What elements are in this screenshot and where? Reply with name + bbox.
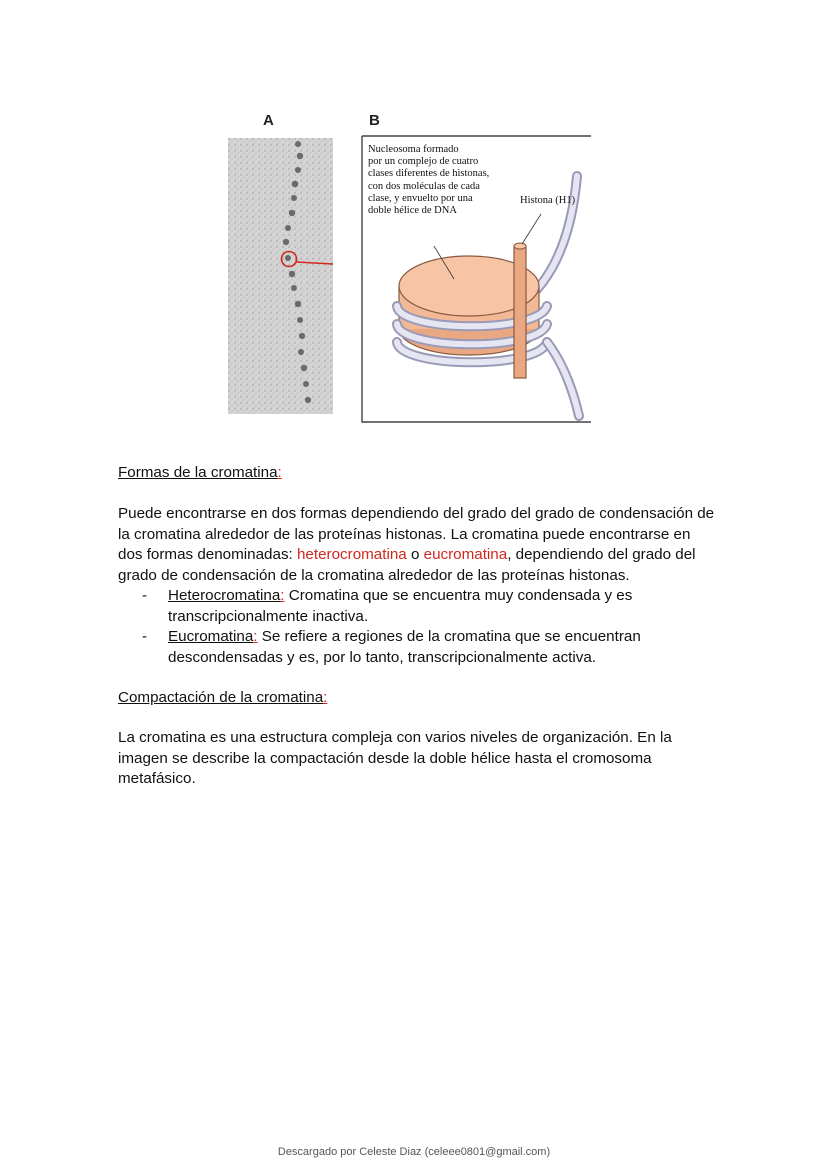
chromatin-forms-list	[118, 586, 718, 668]
list-term: Eucromatina	[168, 628, 254, 645]
list-text: Cromatina que se encuentra muy condensada y es transcripcionalmente inactiva.	[168, 587, 633, 625]
list-item	[118, 627, 718, 668]
panel-b-label: B	[369, 112, 380, 129]
compaction-heading-text: Compactación de la cromatina	[118, 689, 324, 706]
forms-heading-colon: :	[277, 464, 282, 481]
section-heading-compaction	[118, 688, 718, 709]
term-eucromatina: eucromatina	[423, 546, 508, 563]
list-term-colon: :	[280, 587, 285, 604]
histone-h1-label: Histona (H1)	[520, 195, 576, 206]
forms-paragraph-part2: , dependiendo del grado del grado de condensación de la cromatina alrededor de las proteínas histonas.	[118, 546, 696, 584]
forms-paragraph-part1: Puede encontrarse en dos formas dependiendo del grado del grado de condensación de la cromatina alrededor de las proteínas histonas. La cromatina puede encontrarse en dos formas denominadas:	[118, 505, 715, 563]
micrograph-image	[228, 138, 333, 414]
forms-paragraph	[118, 504, 718, 586]
list-item	[118, 586, 718, 627]
list-dash: -	[142, 587, 148, 604]
nucleosome-caption: Nucleosoma formado por un complejo de cuatro clases diferentes de histonas, con dos moléculas de cada clase, y envuelto por una doble hélice de DNA	[368, 144, 490, 217]
forms-heading-text: Formas de la cromatina	[118, 464, 278, 481]
chromatin-figure	[222, 108, 602, 426]
compaction-heading-colon: :	[323, 689, 328, 706]
compaction-paragraph: La cromatina es una estructura compleja con varios niveles de organización. En la imagen se describe la compactación desde la doble hélice hasta el cromosoma metafásico.	[118, 729, 672, 787]
forms-connector: o	[406, 546, 424, 563]
section-heading-forms	[118, 463, 718, 484]
list-dash: -	[142, 628, 148, 645]
list-term-colon: :	[253, 628, 258, 645]
list-text: Se refiere a regiones de la cromatina que se encuentran descondensadas y es, por lo tanto, transcripcionalmente activa.	[168, 628, 641, 666]
term-heterocromatina: heterocromatina	[296, 546, 407, 563]
download-footer: Descargado por Celeste Diaz (celeee0801@gmail.com)	[277, 1146, 551, 1158]
list-term: Heterocromatina	[168, 587, 281, 604]
panel-a-label: A	[263, 112, 274, 129]
